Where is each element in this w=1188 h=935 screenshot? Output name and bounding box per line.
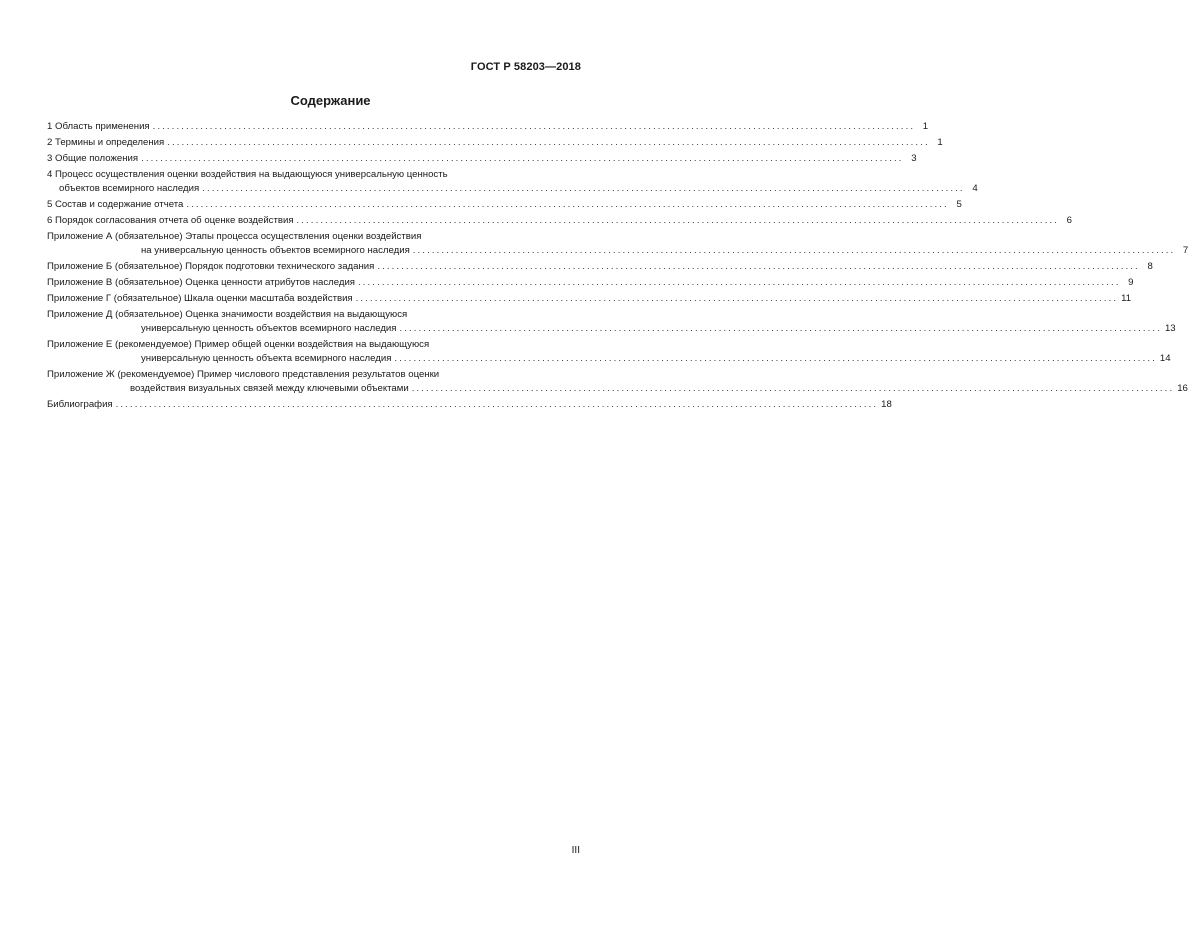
toc-page-number: 16 <box>1177 383 1188 394</box>
toc-entry-text-continued: воздействия визуальных связей между ключевыми объектами <box>130 383 409 394</box>
table-of-contents <box>47 120 1188 414</box>
toc-entry-text: Приложение Ж (рекомендуемое) Пример числового представления результатов оценки <box>47 369 440 380</box>
toc-page-number: 1 <box>937 137 943 148</box>
toc-entry-text: Приложение Е (рекомендуемое) Пример общей оценки воздействия на выдающуюся <box>47 339 430 350</box>
toc-page-number: 9 <box>1128 277 1134 288</box>
dot-leader: ................................................................................................................................................................ <box>115 399 879 410</box>
toc-entry-appendix-v[interactable] <box>47 276 1134 290</box>
toc-page-number: 1 <box>922 121 929 132</box>
toc-entry-text-continued: универсальную ценность объекта всемирного наследия <box>141 353 392 364</box>
toc-entry-text-continued: на универсальную ценность объектов всемирного наследия <box>141 245 410 256</box>
toc-page-number: 3 <box>911 153 917 164</box>
toc-entry-2[interactable] <box>47 136 943 150</box>
toc-entry-text: 2 Термины и определения <box>47 137 165 148</box>
toc-page-number: 18 <box>881 399 892 410</box>
dot-leader: ................................................................................................................................................................ <box>411 383 1175 394</box>
toc-entry-1[interactable] <box>47 120 929 134</box>
toc-entry-5[interactable] <box>47 198 962 212</box>
dot-leader: ................................................................................................................................................................ <box>358 277 1121 288</box>
dot-leader: ................................................................................................................................................................ <box>377 261 1140 272</box>
dot-leader: ................................................................................................................................................................ <box>152 121 916 132</box>
toc-entry-appendix-d[interactable] <box>47 308 1176 336</box>
page-title: Содержание <box>290 93 371 108</box>
dot-leader: ................................................................................................................................................................ <box>141 153 904 164</box>
toc-entry-text: 3 Общие положения <box>47 153 139 164</box>
dot-leader: ................................................................................................................................................................ <box>412 245 1176 256</box>
dot-leader: ................................................................................................................................................................ <box>399 323 1162 334</box>
toc-page-number: 7 <box>1182 245 1188 256</box>
toc-entry-text: Приложение А (обязательное) Этапы процесса осуществления оценки воздействия <box>47 231 422 242</box>
toc-entry-text: Приложение Б (обязательное) Порядок подготовки технического задания <box>47 261 375 272</box>
toc-entry-appendix-zh[interactable] <box>47 368 1188 396</box>
toc-page-number: 5 <box>956 199 962 210</box>
toc-entry-bibliography[interactable] <box>47 398 892 412</box>
toc-entry-3[interactable] <box>47 152 917 166</box>
toc-entry-text-continued: универсальную ценность объектов всемирного наследия <box>141 323 397 334</box>
toc-entry-appendix-e[interactable] <box>47 338 1171 366</box>
dot-leader: ................................................................................................................................................................ <box>355 293 1119 304</box>
dot-leader: ................................................................................................................................................................ <box>167 137 930 148</box>
toc-page-number: 8 <box>1147 261 1153 272</box>
toc-page-number: 6 <box>1066 215 1072 226</box>
toc-entry-text: Приложение Г (обязательное) Шкала оценки масштаба воздействия <box>47 293 353 304</box>
toc-entry-text: Библиография <box>47 399 113 410</box>
dot-leader: ................................................................................................................................................................ <box>296 215 1059 226</box>
toc-entry-text: Приложение Д (обязательное) Оценка значимости воздействия на выдающуюся <box>47 309 408 320</box>
toc-entry-text: 1 Область применения <box>47 121 150 132</box>
toc-entry-appendix-g[interactable] <box>47 292 1132 306</box>
document-code: ГОСТ Р 58203—2018 <box>470 61 581 73</box>
toc-entry-text: Приложение В (обязательное) Оценка ценности атрибутов наследия <box>47 277 356 288</box>
toc-entry-appendix-a[interactable] <box>47 230 1188 258</box>
toc-page-number: 11 <box>1121 293 1132 304</box>
dot-leader: ................................................................................................................................................................ <box>394 353 1157 364</box>
toc-entry-text: 4 Процесс осуществления оценки воздействия на выдающуюся универсальную ценность <box>47 169 448 180</box>
toc-entry-text: 6 Порядок согласования отчета об оценке воздействия <box>47 215 294 226</box>
toc-page-number: 4 <box>972 183 978 194</box>
toc-page-number: 14 <box>1159 353 1171 364</box>
toc-entry-4[interactable] <box>47 168 978 196</box>
page-number: III <box>571 845 580 856</box>
toc-entry-text-continued: объектов всемирного наследия <box>59 183 200 194</box>
dot-leader: ................................................................................................................................................................ <box>202 183 965 194</box>
toc-entry-text: 5 Состав и содержание отчета <box>47 199 184 210</box>
dot-leader: ................................................................................................................................................................ <box>186 199 949 210</box>
toc-entry-6[interactable] <box>47 214 1072 228</box>
toc-page-number: 13 <box>1164 323 1176 334</box>
toc-entry-appendix-b[interactable] <box>47 260 1153 274</box>
